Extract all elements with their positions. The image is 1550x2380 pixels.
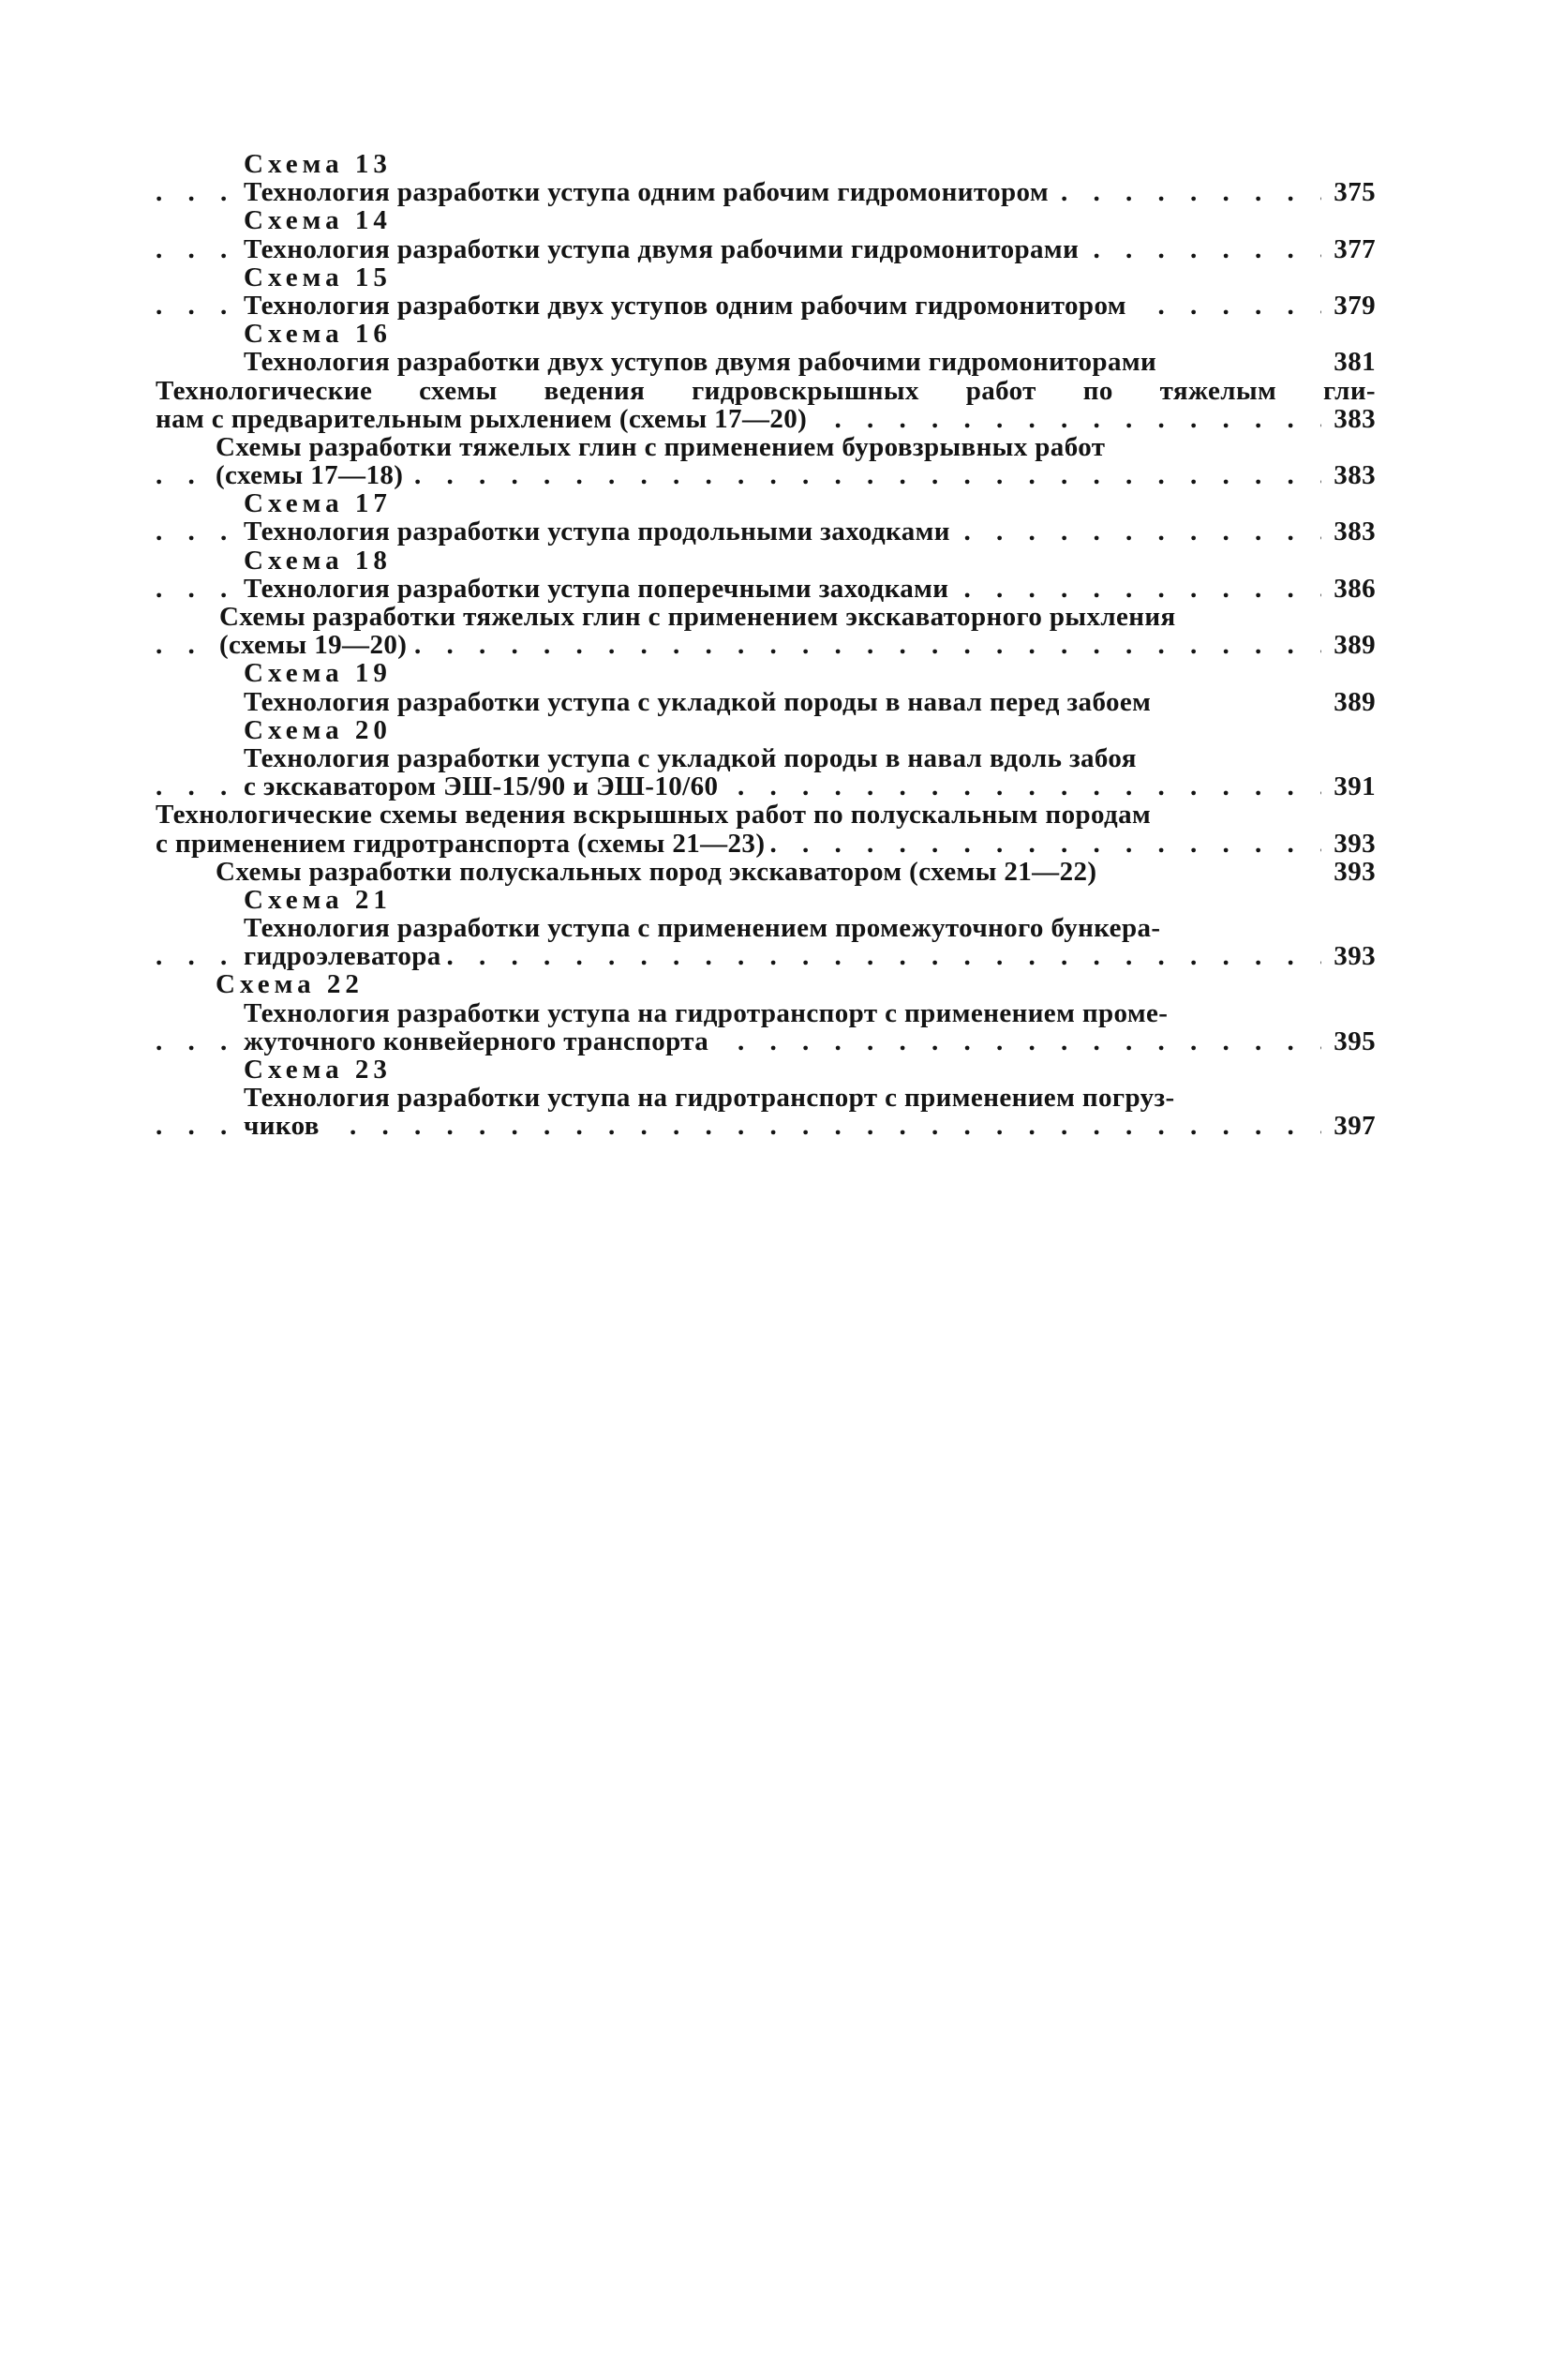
toc-entry-title: Технология разработки уступа двумя рабочими гидромониторами — [244, 235, 1084, 263]
toc-section-heading: Технологические схемы ведения гидровскрышных работ по тяжелым гли- — [156, 376, 1376, 405]
toc-entry-title: (схемы 19—20) — [219, 631, 412, 659]
schema-label: Схема 18 — [244, 546, 392, 575]
toc-page-number: 377 — [1325, 235, 1376, 263]
schema-label: Схема 15 — [244, 262, 392, 292]
toc-entry-title: Схемы разработки полускальных пород экскаватором (схемы 21—22) — [216, 858, 1102, 886]
toc-page-number: 393 — [1325, 942, 1376, 970]
toc-page-number: 389 — [1325, 688, 1376, 716]
toc-page-number: 383 — [1325, 517, 1376, 546]
toc-entry — [156, 575, 1376, 603]
toc-page-number: 375 — [1325, 178, 1376, 206]
schema-label: Схема 14 — [244, 206, 392, 235]
toc-entry — [156, 830, 1376, 858]
toc-entry — [156, 461, 1376, 489]
toc-page-number: 393 — [1325, 858, 1376, 886]
schema-label: Схема 21 — [244, 885, 392, 915]
toc-entry-title: Технология разработки уступа на гидротранспорт с применением погруз- — [244, 1084, 1175, 1113]
toc-subsection-heading: Схемы разработки тяжелых глин с применением экскаваторного рыхления — [219, 603, 1176, 632]
toc-entry-title: Технология разработки уступа с применением промежуточного бункера- — [244, 914, 1161, 943]
toc-entry — [156, 858, 1376, 886]
toc-subsection-heading: Схемы разработки тяжелых глин с применением буровзрывных работ — [216, 432, 1106, 462]
toc-page-number: 393 — [1325, 830, 1376, 858]
toc-entry-title: Технология разработки уступа поперечными заходками — [244, 575, 954, 603]
toc-entry — [156, 292, 1376, 320]
toc-entry — [156, 348, 1376, 376]
toc-entry-title: Технология разработки двух уступов двумя рабочими гидромониторами — [244, 348, 1162, 376]
toc-section-heading: Технологические схемы ведения вскрышных работ по полускальным породам — [156, 801, 1152, 830]
toc-entry-title: Технология разработки уступа продольными заходками — [244, 517, 956, 546]
schema-label: Схема 19 — [244, 659, 392, 688]
toc-entry — [156, 688, 1376, 716]
toc-entry-title: чиков — [244, 1112, 325, 1140]
table-of-contents — [156, 150, 1376, 1141]
toc-entry-title: (схемы 17—18) — [216, 461, 409, 489]
toc-entry-title: Технология разработки уступа с укладкой породы в навал перед забоем — [244, 688, 1156, 716]
toc-page-number: 379 — [1325, 292, 1376, 320]
toc-entry — [156, 405, 1376, 433]
toc-entry-title: нам с предварительным рыхлением (схемы 17—20) — [156, 405, 812, 433]
toc-page-number: 386 — [1325, 575, 1376, 603]
schema-label: Схема 20 — [244, 715, 392, 744]
toc-entry — [156, 942, 1376, 970]
toc-entry-title: Технология разработки уступа на гидротранспорт с применением проме- — [244, 998, 1169, 1027]
toc-entry — [156, 178, 1376, 206]
toc-entry-title: с экскаватором ЭШ-15/90 и ЭШ-10/60 — [244, 772, 723, 801]
toc-page-number: 389 — [1325, 631, 1376, 659]
toc-entry — [156, 772, 1376, 801]
toc-entry — [156, 235, 1376, 263]
schema-label: Схема 16 — [244, 320, 392, 349]
toc-entry-title: гидроэлеватора — [244, 942, 447, 970]
toc-page-number: 383 — [1325, 461, 1376, 489]
schema-label: Схема 22 — [216, 970, 364, 999]
toc-entry — [156, 517, 1376, 546]
toc-entry-title: жуточного конвейерного транспорта — [244, 1027, 714, 1055]
toc-entry — [156, 1027, 1376, 1055]
schema-label: Схема 13 — [244, 150, 392, 179]
toc-page-number: 381 — [1325, 348, 1376, 376]
schema-label: Схема 23 — [244, 1055, 392, 1085]
toc-entry-title: Технология разработки двух уступов одним рабочим гидромонитором — [244, 292, 1132, 320]
toc-page-number: 391 — [1325, 772, 1376, 801]
toc-page-number: 383 — [1325, 405, 1376, 433]
toc-page-number: 397 — [1325, 1112, 1376, 1140]
schema-label: Схема 17 — [244, 489, 392, 518]
toc-entry-title: Технология разработки уступа одним рабочим гидромонитором — [244, 178, 1054, 206]
toc-page-number: 395 — [1325, 1027, 1376, 1055]
toc-entry-title: Технология разработки уступа с укладкой породы в навал вдоль забоя — [244, 743, 1137, 773]
toc-entry-title: с применением гидротранспорта (схемы 21—23) — [156, 830, 770, 858]
toc-entry — [156, 1112, 1376, 1140]
toc-entry — [156, 631, 1376, 659]
